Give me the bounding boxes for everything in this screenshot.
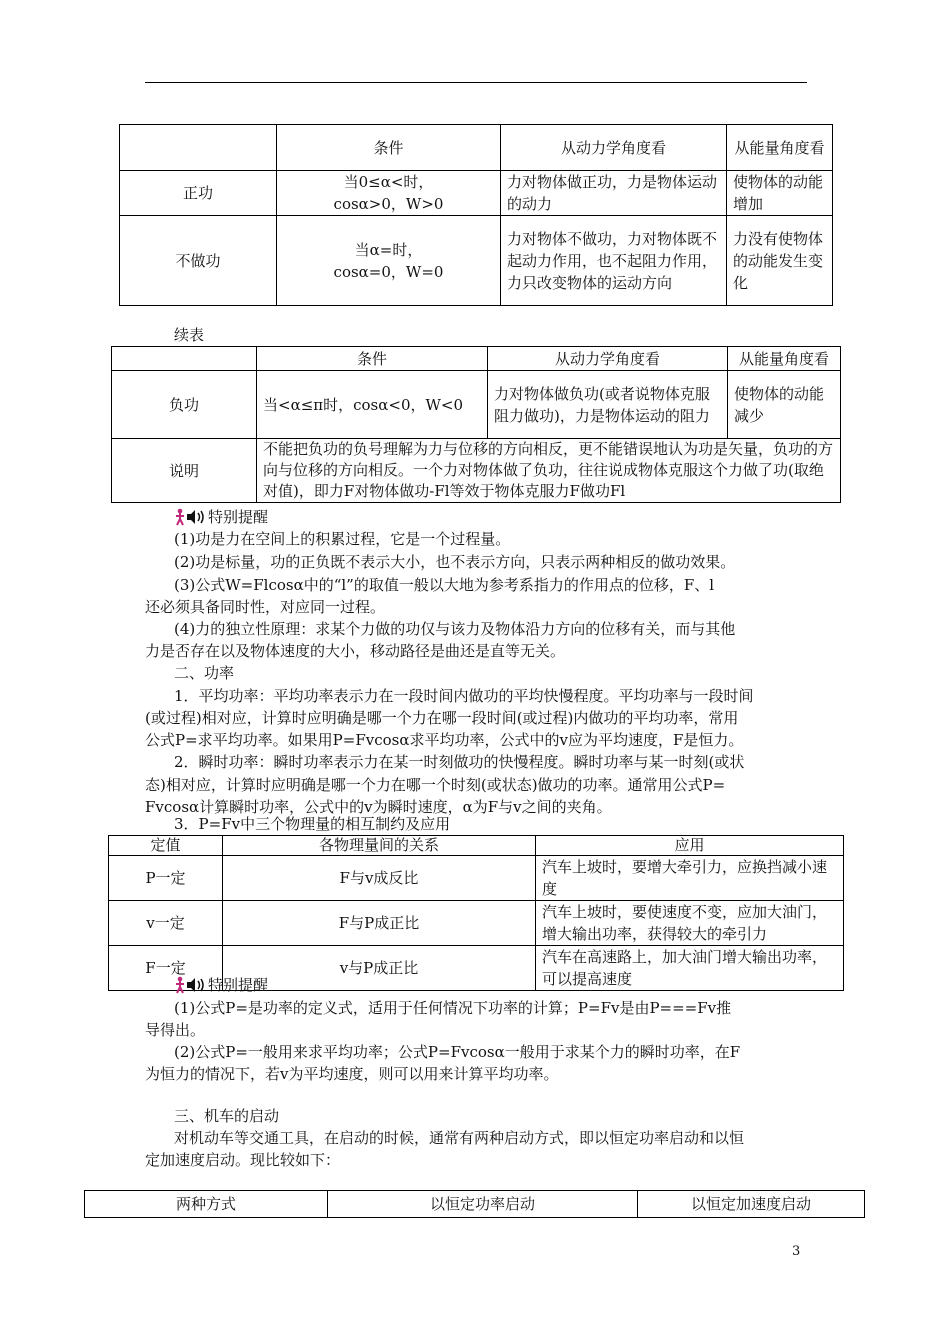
section-heading: 三、机车的启动: [174, 1107, 280, 1125]
paragraph-line: 态)相对应，计算时应明确是哪一个力在哪一个时刻(或状态)做功的功率。通常用公式P=: [145, 776, 726, 794]
table-header-cell: 从能量角度看: [728, 347, 841, 371]
table-header-row: [120, 125, 833, 171]
condition-cell: [277, 216, 501, 306]
relation-cell: F与v成反比: [223, 856, 536, 901]
paragraph-line: (或过程)相对应，计算时应明确是哪一个力在哪一段时间(或过程)内做功的平均功率，常用: [145, 709, 739, 727]
table-header-row: [112, 347, 841, 371]
tip-item: 为恒力的情况下，若v为平均速度，则可以用来计算平均功率。: [145, 1065, 559, 1083]
page-number: 3: [792, 1244, 801, 1259]
header-rule: [145, 82, 807, 83]
dynamics-cell: 力对物体做负功(或者说物体克服阻力做功)，力是物体运动的阻力: [488, 371, 728, 439]
speaker-person-icon: [174, 976, 206, 994]
note-cell: 不能把负功的负号理解为力与位移的方向相反，更不能错误地认为功是矢量，负功的方向与位移的方向相反。一个力对物体做了负功，往往说成物体克服这个力做了功(取绝对值)，即力F对物体做功-Fl等效于物体克服力F做功Fl: [257, 439, 841, 503]
table-header-cell: 条件: [257, 347, 488, 371]
application-cell: 汽车在高速路上，加大油门增大输出功率，可以提高速度: [536, 946, 844, 991]
table-header-row: [85, 1191, 865, 1218]
table-row: [112, 371, 841, 439]
row-label: 负功: [112, 371, 257, 439]
relation-cell: F与P成正比: [223, 901, 536, 946]
condition-line: 当α=时，: [354, 240, 423, 259]
application-cell: 汽车上坡时，要使速度不变，应加大油门，增大输出功率，获得较大的牵引力: [536, 901, 844, 946]
tip-item: (2)功是标量，功的正负既不表示大小，也不表示方向，只表示两种相反的做功效果。: [174, 553, 736, 571]
paragraph-line: 3．P=Fv中三个物理量的相互制约及应用: [174, 815, 451, 833]
tip-item: 导得出。: [145, 1021, 206, 1039]
condition-line: cosα=0，W=0: [333, 262, 444, 281]
table-header-cell: 各物理量间的关系: [223, 836, 536, 856]
paragraph-line: 公式P=求平均功率。如果用P=Fvcosα求平均功率，公式中的v应为平均速度，F是恒力。: [145, 731, 744, 749]
tip-item: 还必须具备同时性，对应同一过程。: [145, 598, 386, 616]
tip-item: 力是否存在以及物体速度的大小，移动路径是曲还是直等无关。: [145, 642, 566, 660]
power-table: [108, 835, 844, 991]
energy-cell: 使物体的动能减少: [728, 371, 841, 439]
tip-item: (3)公式W=Flcosα中的“l”的取值一般以大地为参考系指力的作用点的位移，F、l: [174, 576, 715, 594]
tip-item: (2)公式P=一般用来求平均功率；公式P=Fvcosα一般用于求某个力的瞬时功率，在F: [174, 1043, 741, 1061]
condition-line: 当0≤α<时，: [343, 173, 434, 191]
paragraph-line: 1．平均功率：平均功率表示力在一段时间内做功的平均快慢程度。平均功率与一段时间: [174, 687, 754, 705]
paragraph-line: 定加速度启动。现比较如下：: [145, 1151, 341, 1169]
table-header-cell: 两种方式: [85, 1191, 328, 1218]
tip-header: [174, 506, 268, 528]
table-header-cell: 从动力学角度看: [488, 347, 728, 371]
tip-header: [174, 974, 268, 996]
row-label: 不做功: [120, 216, 277, 306]
tip-item: (4)力的独立性原理：求某个力做的功仅与该力及物体沿力方向的位移有关，而与其他: [174, 620, 736, 638]
table-row: [120, 171, 833, 216]
application-cell: 汽车上坡时，要增大牵引力，应换挡减小速度: [536, 856, 844, 901]
table-row: [109, 856, 844, 901]
tip-item: (1)公式P=是功率的定义式，适用于任何情况下功率的计算；P=Fv是由P===Fv推: [174, 999, 732, 1017]
continued-label: 续表: [174, 326, 205, 344]
work-table-1: [119, 124, 833, 306]
table-header-cell: 以恒定功率启动: [328, 1191, 638, 1218]
tip-title: 特别提醒: [208, 976, 269, 994]
paragraph-line: Fvcosα计算瞬时功率，公式中的v为瞬时速度，α为F与v之间的夹角。: [145, 798, 612, 816]
paragraph-line: 2．瞬时功率：瞬时功率表示力在某一时刻做功的快慢程度。瞬时功率与某一时刻(或状: [174, 753, 745, 771]
condition-cell: [277, 171, 501, 216]
fixed-cell: F一定: [109, 946, 223, 991]
table-header-cell: 从能量角度看: [727, 125, 833, 171]
row-label: 正功: [120, 171, 277, 216]
relation-cell: v与P成正比: [223, 946, 536, 991]
table-row: [112, 439, 841, 503]
speaker-person-icon: [174, 508, 206, 526]
table-header-row: [109, 836, 844, 856]
table-row: [109, 901, 844, 946]
condition-line: cosα>0，W>0: [333, 195, 444, 213]
energy-cell: 使物体的动能增加: [727, 171, 833, 216]
tip-title: 特别提醒: [208, 508, 269, 526]
row-label: 说明: [112, 439, 257, 503]
table-header-cell: [112, 347, 257, 371]
fixed-cell: P一定: [109, 856, 223, 901]
startup-table: [84, 1190, 865, 1218]
work-table-2: [111, 346, 841, 503]
table-header-cell: 定值: [109, 836, 223, 856]
energy-cell: 力没有使物体的动能发生变化: [727, 216, 833, 306]
section-heading: 二、功率: [174, 664, 235, 682]
table-header-cell: 应用: [536, 836, 844, 856]
table-header-cell: 从动力学角度看: [501, 125, 727, 171]
condition-cell: 当<α≤π时，cosα<0，W<0: [257, 371, 488, 439]
table-header-cell: [120, 125, 277, 171]
tip-item: (1)功是力在空间上的积累过程，它是一个过程量。: [174, 530, 511, 548]
dynamics-cell: 力对物体不做功，力对物体既不起动力作用，也不起阻力作用，力只改变物体的运动方向: [501, 216, 727, 306]
table-header-cell: 以恒定加速度启动: [638, 1191, 865, 1218]
table-header-cell: 条件: [277, 125, 501, 171]
table-row: [120, 216, 833, 306]
paragraph-line: 对机动车等交通工具，在启动的时候，通常有两种启动方式，即以恒定功率启动和以恒: [174, 1129, 745, 1147]
fixed-cell: v一定: [109, 901, 223, 946]
dynamics-cell: 力对物体做正功，力是物体运动的动力: [501, 171, 727, 216]
